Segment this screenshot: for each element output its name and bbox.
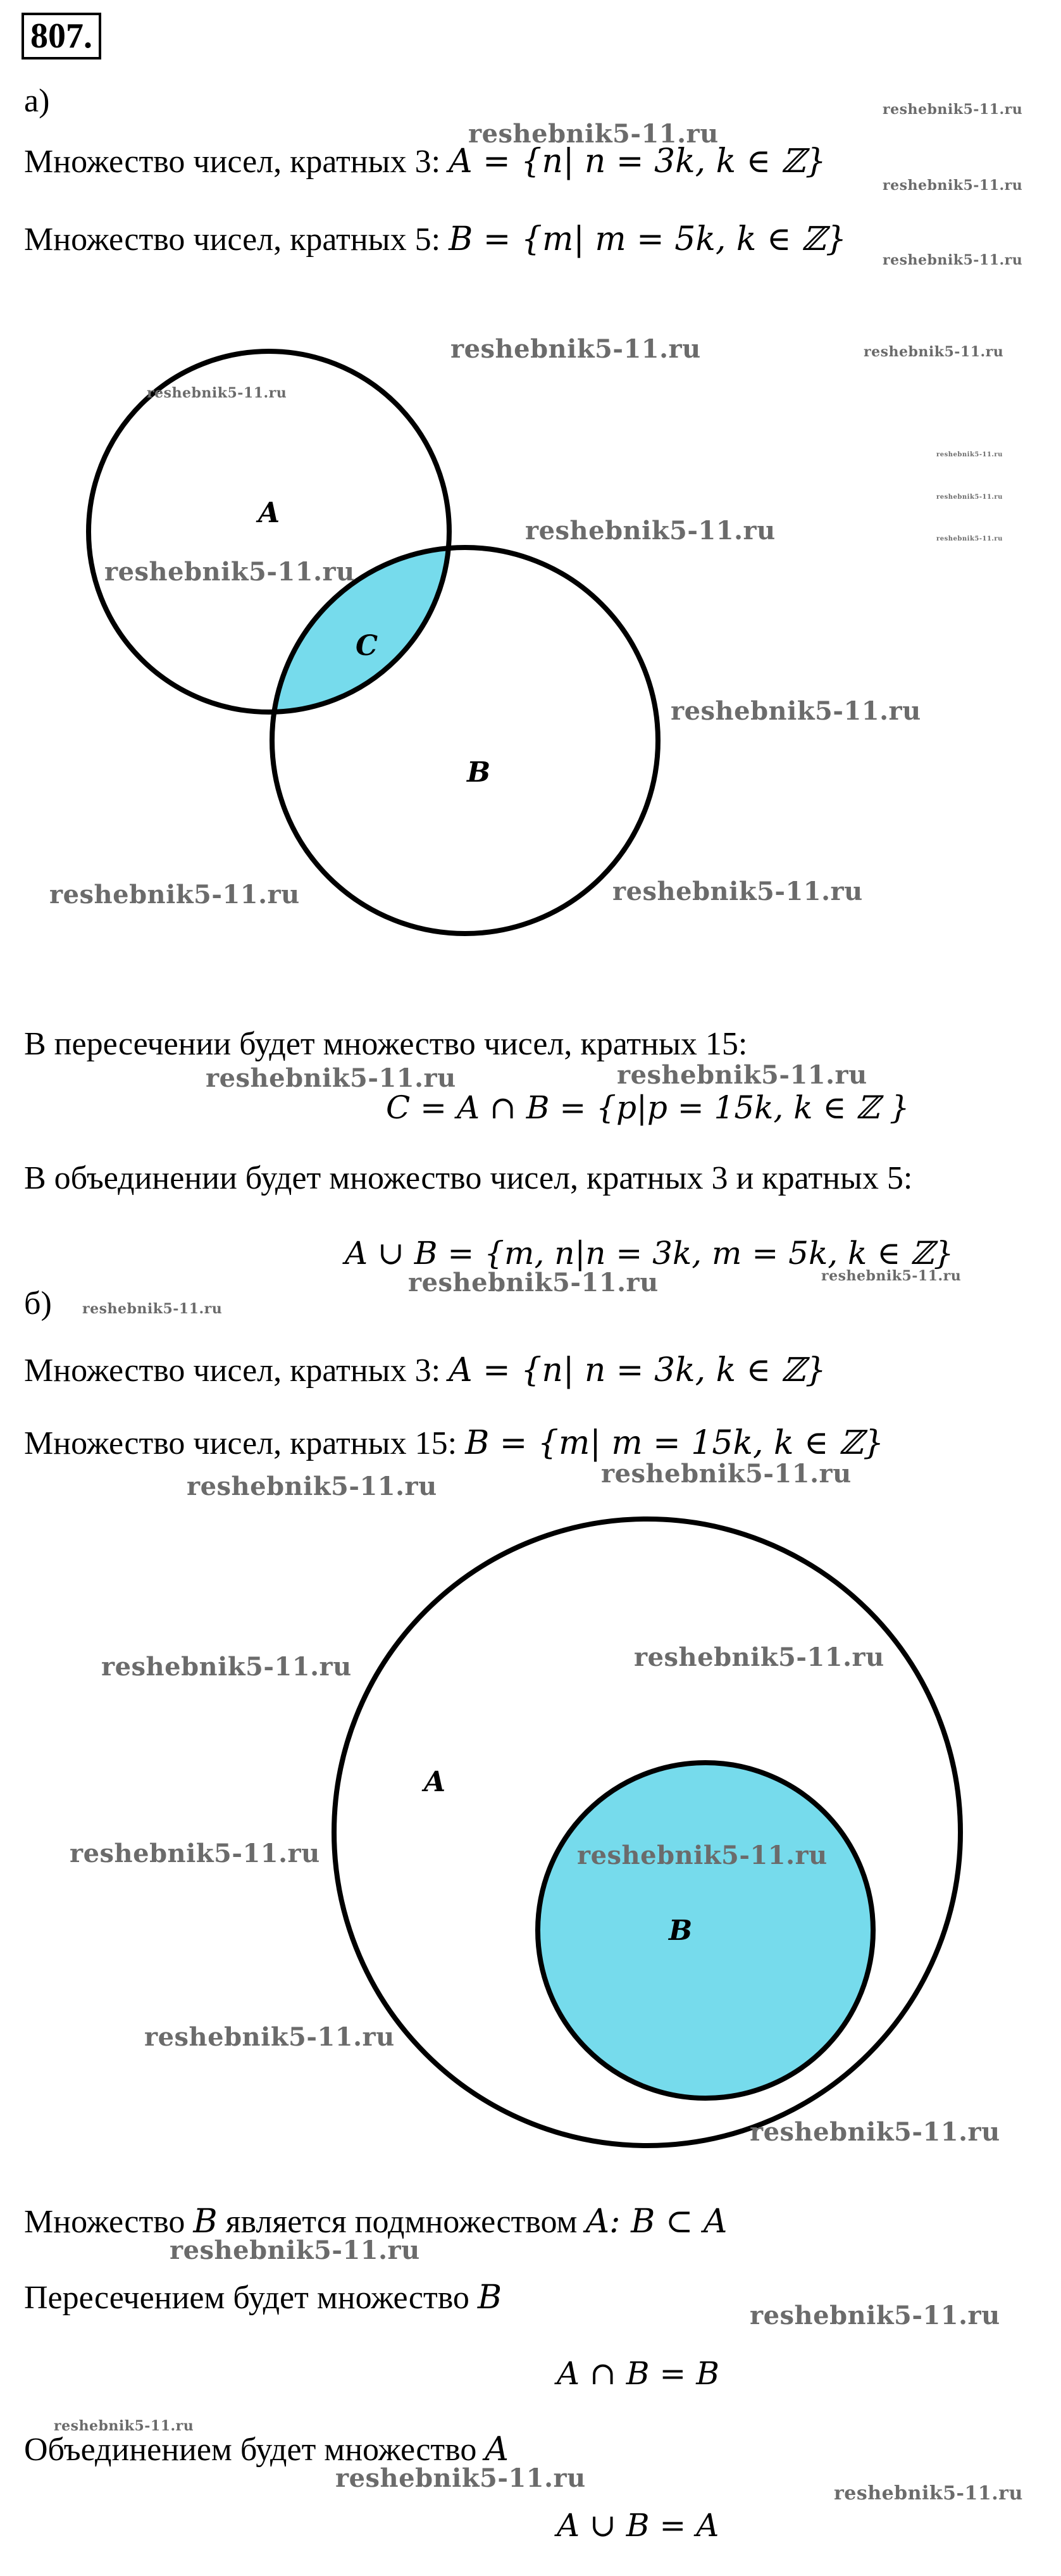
watermark: reshebnik5-11.ru: [101, 1652, 352, 1682]
part-b-subset-var: B: [193, 2203, 218, 2241]
part-b-set-a-formula: A = {n| n = 3k, k ∈ ℤ}: [449, 1351, 826, 1389]
venn-a-label-c: C: [356, 630, 378, 662]
venn-diagram-b: [334, 1519, 960, 2146]
watermark: reshebnik5-11.ru: [54, 2418, 194, 2434]
watermark: reshebnik5-11.ru: [750, 2301, 1000, 2330]
watermark: reshebnik5-11.ru: [612, 877, 863, 906]
part-b-subset-text-1: Множество: [24, 2204, 194, 2240]
watermark: reshebnik5-11.ru: [187, 1472, 437, 1501]
watermark: reshebnik5-11.ru: [450, 334, 701, 364]
watermark: reshebnik5-11.ru: [82, 1301, 223, 1317]
watermark: reshebnik5-11.ru: [883, 252, 1023, 268]
watermark: reshebnik5-11.ru: [601, 1459, 852, 1489]
part-a-set-a-text: Множество чисел, кратных 3:: [24, 144, 449, 180]
watermark: reshebnik5-11.ru: [671, 696, 921, 726]
watermark: reshebnik5-11.ru: [525, 516, 776, 546]
part-a-union-text: В объединении будет множество чисел, кратных 3 и кратных 5:: [24, 1160, 913, 1196]
watermark: reshebnik5-11.ru: [144, 2022, 395, 2052]
part-b-subset-formula: : B ⊂ A: [609, 2203, 728, 2241]
watermark: reshebnik5-11.ru: [617, 1060, 867, 1090]
part-a-union-formula: A ∪ B = {m, n|n = 3k, m = 5k, k ∈ ℤ}: [345, 1235, 954, 1272]
watermark: reshebnik5-11.ru: [883, 101, 1023, 118]
part-b-intersection-text: Пересечением будет множество: [24, 2280, 478, 2316]
watermark: reshebnik5-11.ru: [821, 1268, 962, 1284]
part-b-intersection-formula: A ∩ B = B: [557, 2355, 719, 2392]
part-b-set-a-line: [24, 1351, 826, 1390]
watermark: reshebnik5-11.ru: [49, 880, 300, 910]
watermark: reshebnik5-11.ru: [883, 177, 1023, 194]
watermark: reshebnik5-11.ru: [750, 2117, 1000, 2147]
watermark: reshebnik5-11.ru: [577, 1841, 828, 1870]
watermark: reshebnik5-11.ru: [936, 535, 1003, 542]
venn-b-label-b: B: [669, 1915, 693, 1947]
venn-b-circle-b: [538, 1763, 873, 2098]
watermark: reshebnik5-11.ru: [864, 344, 1004, 360]
part-b-intersection-var: B: [477, 2279, 502, 2317]
part-a-intersection-text: В пересечении будет множество чисел, кратных 15:: [24, 1026, 748, 1062]
watermark: reshebnik5-11.ru: [206, 1063, 456, 1093]
part-b-set-b-text: Множество чисел, кратных 15:: [24, 1425, 466, 1461]
watermark: reshebnik5-11.ru: [936, 494, 1003, 501]
problem-number: 807.: [22, 13, 101, 59]
watermark: reshebnik5-11.ru: [408, 1268, 659, 1297]
watermark: reshebnik5-11.ru: [147, 385, 287, 401]
part-b-union-formula: A ∪ B = A: [557, 2507, 719, 2544]
part-b-label: б): [24, 1285, 52, 1322]
part-a-set-b-formula: B = {m| m = 5k, k ∈ ℤ}: [449, 220, 847, 258]
watermark: reshebnik5-11.ru: [834, 2482, 1023, 2504]
part-b-set-a-text: Множество чисел, кратных 3:: [24, 1353, 449, 1389]
venn-a-label-a: A: [258, 497, 280, 529]
watermark: reshebnik5-11.ru: [335, 2463, 586, 2493]
part-b-set-b-formula: B = {m| m = 15k, k ∈ ℤ}: [465, 1424, 884, 1462]
part-b-union-var: A: [485, 2430, 509, 2468]
watermark: reshebnik5-11.ru: [170, 2235, 420, 2265]
part-b-set-b-line: [24, 1424, 884, 1463]
part-b-subset-text-2: является подмножеством: [217, 2204, 586, 2240]
part-b-union-text: Объединением будет множество: [24, 2432, 485, 2468]
part-b-subset-var2: A: [585, 2203, 610, 2241]
watermark: reshebnik5-11.ru: [634, 1642, 884, 1672]
part-a-intersection-formula: C = A ∩ B = {p|p = 15k, k ∈ ℤ }: [386, 1089, 910, 1126]
part-a-set-b-text: Множество чисел, кратных 5:: [24, 222, 449, 258]
watermark: reshebnik5-11.ru: [468, 119, 719, 149]
venn-a-circle-a: [89, 351, 449, 712]
venn-a-circle-b: [272, 547, 658, 934]
watermark: reshebnik5-11.ru: [70, 1839, 320, 1868]
part-b-intersection-line: [24, 2279, 502, 2317]
part-a-set-a-formula: A = {n| n = 3k, k ∈ ℤ}: [449, 142, 826, 180]
watermark: reshebnik5-11.ru: [936, 451, 1003, 458]
venn-b-label-a: A: [424, 1766, 446, 1798]
part-a-label: а): [24, 83, 50, 119]
venn-a-label-b: B: [467, 756, 491, 789]
watermark: reshebnik5-11.ru: [104, 557, 355, 587]
